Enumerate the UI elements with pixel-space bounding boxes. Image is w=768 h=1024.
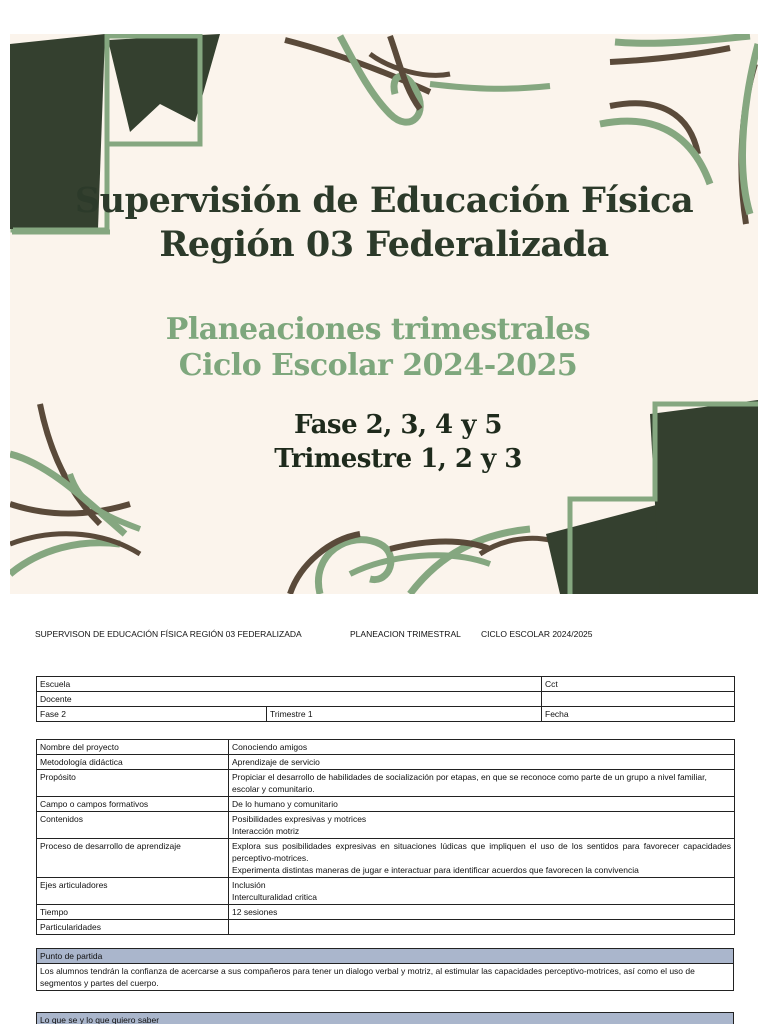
cover-title-line2: Región 03 Federalizada [159, 224, 609, 265]
table-row [37, 905, 735, 920]
row-label: Particularidades [37, 920, 229, 935]
table-row [37, 1013, 734, 1024]
value-line: Explora sus posibilidades expresivas en situaciones lúdicas que impliquen el uso de los sentidos para favorecer capacidades perceptivo-motrices. [232, 841, 731, 863]
value-line: Inclusión [232, 880, 266, 890]
lo-que-se-table [36, 1012, 734, 1024]
table-row [37, 839, 735, 878]
row-label: Proceso de desarrollo de aprendizaje [37, 839, 229, 878]
punto-partida-table [36, 948, 734, 991]
table-row [37, 677, 735, 692]
header-planeacion: PLANEACION TRIMESTRAL [350, 629, 461, 639]
fecha-label: Fecha [542, 707, 735, 722]
table-row [37, 964, 734, 991]
table-row [37, 878, 735, 905]
value-line: Interculturalidad critica [232, 892, 318, 902]
table-row [37, 740, 735, 755]
row-value [229, 920, 735, 935]
docente-empty-cell [542, 692, 735, 707]
info-table [36, 676, 735, 722]
table-row [37, 692, 735, 707]
table-row [37, 755, 735, 770]
value-line: Experimenta distintas maneras de jugar e interactuar para identificar acuerdos que favorecen la convivencia [232, 865, 639, 875]
cover-title-line1: Supervisión de Educación Física [74, 180, 694, 221]
row-value [229, 878, 735, 905]
row-value [229, 839, 735, 878]
project-table [36, 739, 735, 935]
table-row [37, 770, 735, 797]
cover-subtitle-line2: Ciclo Escolar 2024-2025 [178, 348, 578, 383]
table-row [37, 920, 735, 935]
header-supervision: SUPERVISON DE EDUCACIÓN FÍSICA REGIÓN 03 FEDERALIZADA [35, 629, 302, 639]
punto-partida-heading: Punto de partida [37, 949, 734, 964]
row-label: Ejes articuladores [37, 878, 229, 905]
header-ciclo: CICLO ESCOLAR 2024/2025 [481, 629, 593, 639]
row-value: Conociendo amigos [229, 740, 735, 755]
cover-fase: Fase 2, 3, 4 y 5 [294, 410, 502, 440]
fase-label: Fase 2 [37, 707, 267, 722]
row-value: De lo humano y comunitario [229, 797, 735, 812]
punto-partida-text: Los alumnos tendrán la confianza de acercarse a sus compañeros para tener un dialogo verbal y motriz, al estimular las capacidades perceptivo-motrices, así como el uso de segmentos y partes del cuerpo. [37, 964, 734, 991]
row-value: Propiciar el desarrollo de habilidades de socialización por etapas, en que se reconoce como parte de un grupo a nivel familiar, escolar y comunitario. [229, 770, 735, 797]
table-row [37, 949, 734, 964]
row-label: Propósito [37, 770, 229, 797]
value-line: Posibilidades expresivas y motrices [232, 814, 367, 824]
dark-block-top-left-2 [108, 34, 220, 132]
table-row [37, 812, 735, 839]
row-value: 12 sesiones [229, 905, 735, 920]
docente-label: Docente [37, 692, 542, 707]
cover-page [10, 34, 758, 594]
table-row [37, 707, 735, 722]
cct-label: Cct [542, 677, 735, 692]
row-value [229, 812, 735, 839]
cover-subtitle-line1: Planeaciones trimestrales [165, 312, 591, 347]
row-label: Contenidos [37, 812, 229, 839]
value-line: Interacción motriz [232, 826, 300, 836]
cover-trimestre: Trimestre 1, 2 y 3 [274, 444, 522, 474]
document-header [35, 629, 735, 641]
row-label: Nombre del proyecto [37, 740, 229, 755]
row-value: Aprendizaje de servicio [229, 755, 735, 770]
table-row [37, 797, 735, 812]
trimestre-label: Trimestre 1 [267, 707, 542, 722]
row-label: Metodología didáctica [37, 755, 229, 770]
row-label: Campo o campos formativos [37, 797, 229, 812]
escuela-label: Escuela [37, 677, 542, 692]
lo-que-se-heading: Lo que se y lo que quiero saber [37, 1013, 734, 1024]
row-label: Tiempo [37, 905, 229, 920]
